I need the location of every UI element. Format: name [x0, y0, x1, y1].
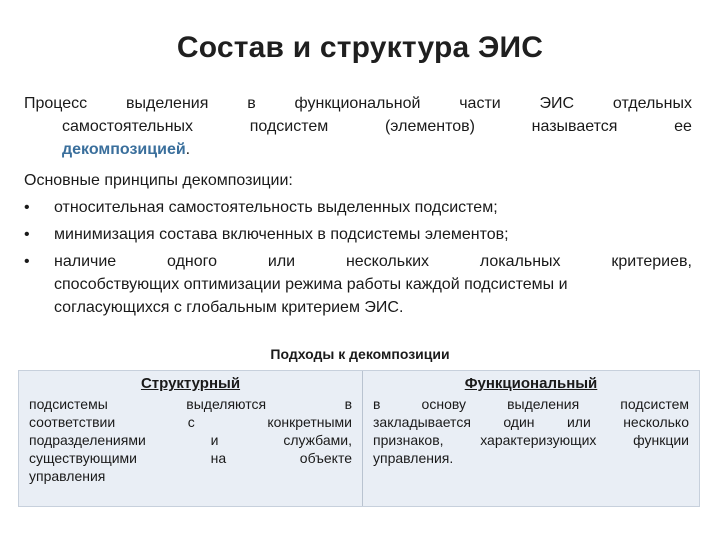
intro-word: в: [247, 95, 256, 112]
principle-bullet-1: [24, 196, 692, 219]
description-line: [373, 413, 689, 431]
principle-line: [54, 250, 692, 273]
description-word: признаков,: [373, 432, 444, 448]
principles-heading: Основные принципы декомпозиции:: [24, 172, 293, 189]
description-word: соответствии: [29, 414, 116, 430]
principle-word: критериев,: [611, 253, 692, 270]
description-line: [373, 395, 689, 413]
principle-bullet-3: [24, 250, 692, 319]
description-word: подсистемы: [29, 396, 108, 412]
description-line: [29, 413, 352, 431]
structural-description: [29, 395, 352, 485]
intro-line-1: [24, 92, 692, 115]
description-word: конкретными: [267, 414, 352, 430]
structural-column: [19, 371, 362, 506]
description-word: несколько: [623, 414, 689, 430]
description-word: существующими: [29, 450, 137, 466]
description-word: функции: [633, 432, 689, 448]
description-word: подсистем: [620, 396, 689, 412]
principle-text: минимизация состава включенных в подсистемы элементов;: [54, 226, 509, 243]
principle-word: или: [267, 253, 296, 270]
intro-paragraph: [24, 92, 692, 161]
description-line: [29, 431, 352, 449]
principles-section: [24, 169, 692, 319]
intro-word: ее: [674, 118, 692, 135]
intro-period: .: [185, 141, 191, 158]
bullet-dot-icon: •: [24, 199, 30, 216]
description-line: [29, 395, 352, 413]
description-word: подразделениями: [29, 432, 146, 448]
bullet-dot-icon: •: [24, 226, 30, 243]
intro-word: отдельных: [612, 95, 692, 112]
intro-word: части: [459, 95, 501, 112]
principle-line: согласующихся с глобальным критерием ЭИС.: [54, 299, 404, 316]
description-line: [29, 449, 352, 467]
intro-word: самостоятельных: [62, 118, 194, 135]
intro-word: называется: [531, 118, 618, 135]
description-word: один: [503, 414, 535, 430]
intro-word: Процесс: [24, 95, 88, 112]
principle-word: нескольких: [345, 253, 430, 270]
intro-word: подсистем: [249, 118, 329, 135]
structural-header: Структурный: [140, 375, 241, 392]
principle-word: локальных: [479, 253, 561, 270]
description-word: объекте: [299, 450, 352, 466]
principle-text: относительная самостоятельность выделенных подсистем;: [54, 199, 498, 216]
description-word: характеризующих: [480, 432, 597, 448]
description-word: службами,: [283, 432, 352, 448]
principle-line: способствующих оптимизации режима работы каждой подсистемы и: [54, 276, 568, 293]
functional-description: [373, 395, 689, 467]
functional-column: [362, 371, 699, 506]
principle-bullet-2: [24, 223, 692, 246]
principle-word: наличие: [54, 253, 117, 270]
description-word: с: [187, 414, 195, 430]
description-word: или: [566, 414, 591, 430]
principle-text: [54, 250, 692, 319]
slide-title: Состав и структура ЭИС: [176, 31, 544, 64]
intro-word: ЭИС: [539, 95, 575, 112]
functional-header: Функциональный: [464, 375, 598, 392]
intro-word: функциональной: [294, 95, 421, 112]
description-word: выделяются: [186, 396, 267, 412]
approaches-title: Подходы к декомпозиции: [270, 346, 450, 362]
description-word: и: [210, 432, 219, 448]
intro-word: (элементов): [384, 118, 475, 135]
approaches-table: [18, 370, 700, 507]
description-line: управления.: [373, 450, 454, 466]
description-line: [373, 431, 689, 449]
description-word: в: [373, 396, 381, 412]
intro-line-3: [24, 138, 692, 161]
description-word: на: [210, 450, 227, 466]
principle-word: одного: [167, 253, 218, 270]
decomposition-term: декомпозицией: [62, 141, 186, 158]
description-word: в: [344, 396, 352, 412]
description-word: выделения: [507, 396, 580, 412]
description-word: закладывается: [373, 414, 471, 430]
intro-line-2: [24, 115, 692, 138]
description-line: управления: [29, 468, 106, 484]
description-word: основу: [421, 396, 466, 412]
intro-word: выделения: [126, 95, 209, 112]
bullet-dot-icon: •: [24, 253, 30, 270]
